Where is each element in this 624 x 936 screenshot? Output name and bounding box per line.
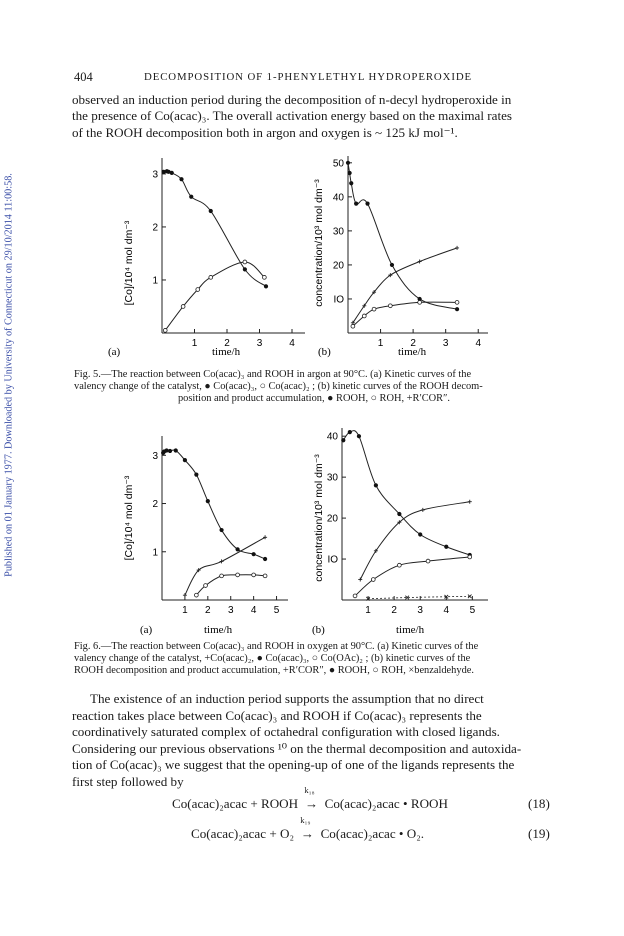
equation-lhs: Co(acac)₂acac + O₂: [191, 826, 295, 841]
series-line-rooh: [348, 163, 457, 309]
fig5b-plot: [346, 161, 459, 328]
series-line-co-acac-: [165, 262, 264, 330]
caption-line: valency change of the catalyst, ● Co(acac)₃, ○ Co(acac)₂ ; (b) kinetic curves of the ROOH decom-: [74, 381, 483, 393]
running-title: DECOMPOSITION OF 1-PHENYLETHYL HYDROPEROXIDE: [144, 71, 473, 83]
y-tick-label: 20: [332, 260, 344, 272]
data-point: [220, 559, 224, 563]
data-point: [170, 171, 174, 175]
caption-line: valency change of the catalyst, +Co(acac)₂, ● Co(acac)₃, ○ Co(OAc)₂ ; (b) kinetic curves of the: [74, 653, 471, 665]
data-point: [418, 300, 422, 304]
fig5a-plot: [162, 169, 269, 332]
x-tick-label: 4: [289, 338, 295, 349]
x-tick-label: 1: [365, 605, 371, 616]
equation-19: Co(acac)₂acac + O₂ k₁₉ → Co(acac)₂acac • O₂.: [191, 815, 425, 841]
x-tick-label: 3: [227, 605, 234, 616]
intro-paragraph: [72, 92, 554, 141]
data-point: [349, 181, 353, 185]
text-line: first step followed by: [72, 773, 184, 789]
data-point: [220, 574, 224, 578]
data-point: [421, 508, 425, 512]
data-point: [351, 324, 355, 328]
data-point: [204, 584, 208, 588]
data-point: [262, 275, 266, 279]
data-point: [183, 458, 187, 462]
y-tick-label: 1: [152, 275, 158, 287]
x-tick-label: 2: [391, 605, 397, 616]
data-point: [353, 594, 357, 598]
fig5b-xlabel: time/h: [398, 346, 427, 358]
data-point: [455, 307, 459, 311]
text-line: the presence of Co(acac)₃. The overall activation energy based on the maximal rates: [72, 108, 512, 124]
fig5b-panel-label: (b): [318, 346, 331, 358]
x-tick-label: 5: [469, 605, 476, 616]
fig6b-xlabel: time/h: [396, 624, 425, 636]
text-line: tion of Co(acac)₃ we suggest that the opening-up of one of the ligands represents the: [72, 757, 515, 772]
data-point: [163, 328, 167, 332]
fig5b-ylabel: concentration/10³ mol dm⁻³: [313, 179, 325, 307]
series-line-co-acac-: [185, 537, 265, 595]
figure-5-caption: [74, 369, 554, 406]
fig5b-axes: [333, 156, 488, 349]
y-tick-label: 20: [326, 513, 338, 525]
x-tick-label: 2: [224, 338, 230, 349]
fig6b-plot: [341, 430, 472, 601]
data-point: [418, 260, 422, 264]
data-point: [174, 448, 178, 452]
x-tick-label: 3: [256, 338, 263, 349]
x-tick-label: 3: [417, 605, 423, 616]
equation-rhs: Co(acac)₂acac • O₂.: [320, 826, 425, 841]
rate-constant: k₁₉: [300, 815, 311, 825]
fig5a-ylabel: [Co]/10⁴ mol dm⁻³: [123, 220, 135, 306]
data-point: [264, 284, 268, 288]
fig6b-ylabel: concentration/10³ mol dm⁻³: [313, 454, 325, 582]
fig6a-axes: [152, 436, 288, 616]
data-point: [371, 578, 375, 582]
data-point: [348, 171, 352, 175]
data-point: [189, 195, 193, 199]
data-point: [263, 574, 267, 578]
equation-rhs: Co(acac)₂acac • ROOH: [324, 796, 448, 811]
equation-lhs: Co(acac)₂acac + ROOH: [172, 796, 299, 811]
page-number: 404: [74, 70, 93, 84]
fig5a-axes: [152, 158, 305, 349]
caption-line: ROOH decomposition and product accumulation, +R′COR″, ● ROOH, ○ ROH, ×benzaldehyde.: [74, 665, 474, 677]
y-tick-label: 3: [152, 169, 158, 181]
data-point: [252, 552, 256, 556]
y-tick-label: 40: [332, 192, 344, 204]
discussion-paragraph: [72, 691, 554, 790]
data-point: [206, 499, 210, 503]
x-tick-label: 1: [182, 605, 188, 616]
figure-6: [100, 418, 520, 640]
y-tick-label: 30: [326, 472, 338, 484]
series-line-rooh: [343, 431, 469, 555]
y-tick-label: 2: [152, 222, 158, 234]
data-point: [357, 434, 361, 438]
data-point: [397, 563, 401, 567]
caption-line: Fig. 6.—The reaction between Co(acac)₃ and ROOH in oxygen at 90°C. (a) Kinetic curves of the: [74, 641, 479, 652]
series-line-benzaldehyde: [368, 596, 470, 598]
data-point: [179, 177, 183, 181]
data-point: [418, 532, 422, 536]
data-point: [194, 593, 198, 597]
data-point: [209, 209, 213, 213]
data-point: [348, 430, 352, 434]
data-point: [209, 275, 213, 279]
x-tick-label: 1: [191, 338, 198, 349]
text-line: Considering our previous observations ¹⁰ on the thermal decomposition and autoxida-: [72, 740, 522, 756]
rate-constant: k₁₈: [304, 785, 315, 795]
data-point: [468, 500, 472, 504]
data-point: [252, 573, 256, 577]
data-point: [444, 545, 448, 549]
data-point: [236, 573, 240, 577]
data-point: [181, 305, 185, 309]
x-tick-label: 4: [250, 605, 257, 616]
y-tick-label: 2: [152, 499, 158, 511]
series-line-roh: [353, 302, 457, 326]
data-point: [468, 555, 472, 559]
data-point: [455, 300, 459, 304]
data-point: [388, 304, 392, 308]
fig6b-axes: [327, 428, 488, 616]
data-point: [196, 288, 200, 292]
text-line: observed an induction period during the decomposition of n-decyl hydroperoxide in: [72, 92, 512, 107]
data-point: [354, 202, 358, 206]
fig5a-panel-label: (a): [108, 346, 121, 358]
text-line: reaction takes place between Co(acac)₃ and ROOH if Co(acac)₃ represents the: [72, 707, 482, 723]
data-point: [365, 202, 369, 206]
data-point: [263, 557, 267, 561]
y-tick-label: IO: [327, 554, 338, 566]
data-point: [236, 547, 240, 551]
x-tick-label: 2: [410, 338, 416, 349]
x-tick-label: 5: [273, 605, 280, 616]
text-line: of the ROOH decomposition both in argon and oxygen is ~ 125 kJ mol⁻¹.: [72, 124, 458, 140]
fig6b-panel-label: (b): [312, 624, 325, 636]
data-point: [372, 307, 376, 311]
data-point: [455, 246, 459, 250]
data-point: [183, 593, 187, 597]
equation-number: (19): [528, 826, 550, 841]
y-tick-label: IO: [333, 294, 344, 306]
equation-number: (18): [528, 796, 550, 811]
fig6a-ylabel: [Co]/10⁴ mol dm⁻³: [123, 475, 135, 561]
data-point: [397, 512, 401, 516]
download-watermark-text: Published on 01 January 1977. Downloaded by University of Connecticut on 29/10/2014 11:00:58.: [3, 173, 15, 577]
fig6a-plot: [161, 448, 267, 597]
y-tick-label: 1: [152, 547, 158, 559]
series-line-co-acac-: [164, 171, 266, 286]
figure-6-caption: [74, 641, 554, 678]
data-point: [243, 260, 247, 264]
x-tick-label: 2: [205, 605, 211, 616]
text-line: The existence of an induction period supports the assumption that no direct: [90, 691, 484, 706]
data-point: [358, 578, 362, 582]
data-point: [168, 449, 172, 453]
series-line-r-cor-: [360, 502, 470, 580]
data-point: [362, 314, 366, 318]
data-point: [194, 472, 198, 476]
data-point: [346, 161, 350, 165]
y-tick-label: 40: [326, 431, 338, 443]
x-tick-label: 4: [475, 338, 482, 349]
data-point: [219, 528, 223, 532]
download-watermark: [2, 140, 16, 610]
data-point: [426, 559, 430, 563]
data-point: [374, 483, 378, 487]
data-point: [243, 267, 247, 271]
x-tick-label: 3: [442, 338, 449, 349]
figure-5: [100, 148, 500, 370]
y-tick-label: 3: [152, 450, 158, 462]
y-tick-label: 50: [332, 158, 344, 170]
x-tick-label: 1: [377, 338, 384, 349]
fig6a-xlabel: time/h: [204, 624, 233, 636]
data-point: [390, 263, 394, 267]
fig5a-xlabel: time/h: [212, 346, 241, 358]
series-line-roh: [355, 557, 470, 596]
equation-18: Co(acac)₂acac + ROOH k₁₈ → Co(acac)₂acac • ROOH: [172, 785, 448, 811]
text-line: coordinatively saturated complex of octahedral configuration with closed ligands.: [72, 724, 500, 739]
y-tick-label: 30: [332, 226, 344, 238]
caption-line: Fig. 5.—The reaction between Co(acac)₃ and ROOH in argon at 90°C. (a) Kinetic curves of the: [74, 369, 472, 380]
fig6a-panel-label: (a): [140, 624, 153, 636]
x-tick-label: 4: [443, 605, 450, 616]
data-point: [263, 535, 267, 539]
series-line-co-acac-: [163, 450, 265, 559]
caption-line: position and product accumulation, ● ROOH, ○ ROH, +R′COR″.: [177, 393, 451, 405]
data-point: [341, 438, 345, 442]
